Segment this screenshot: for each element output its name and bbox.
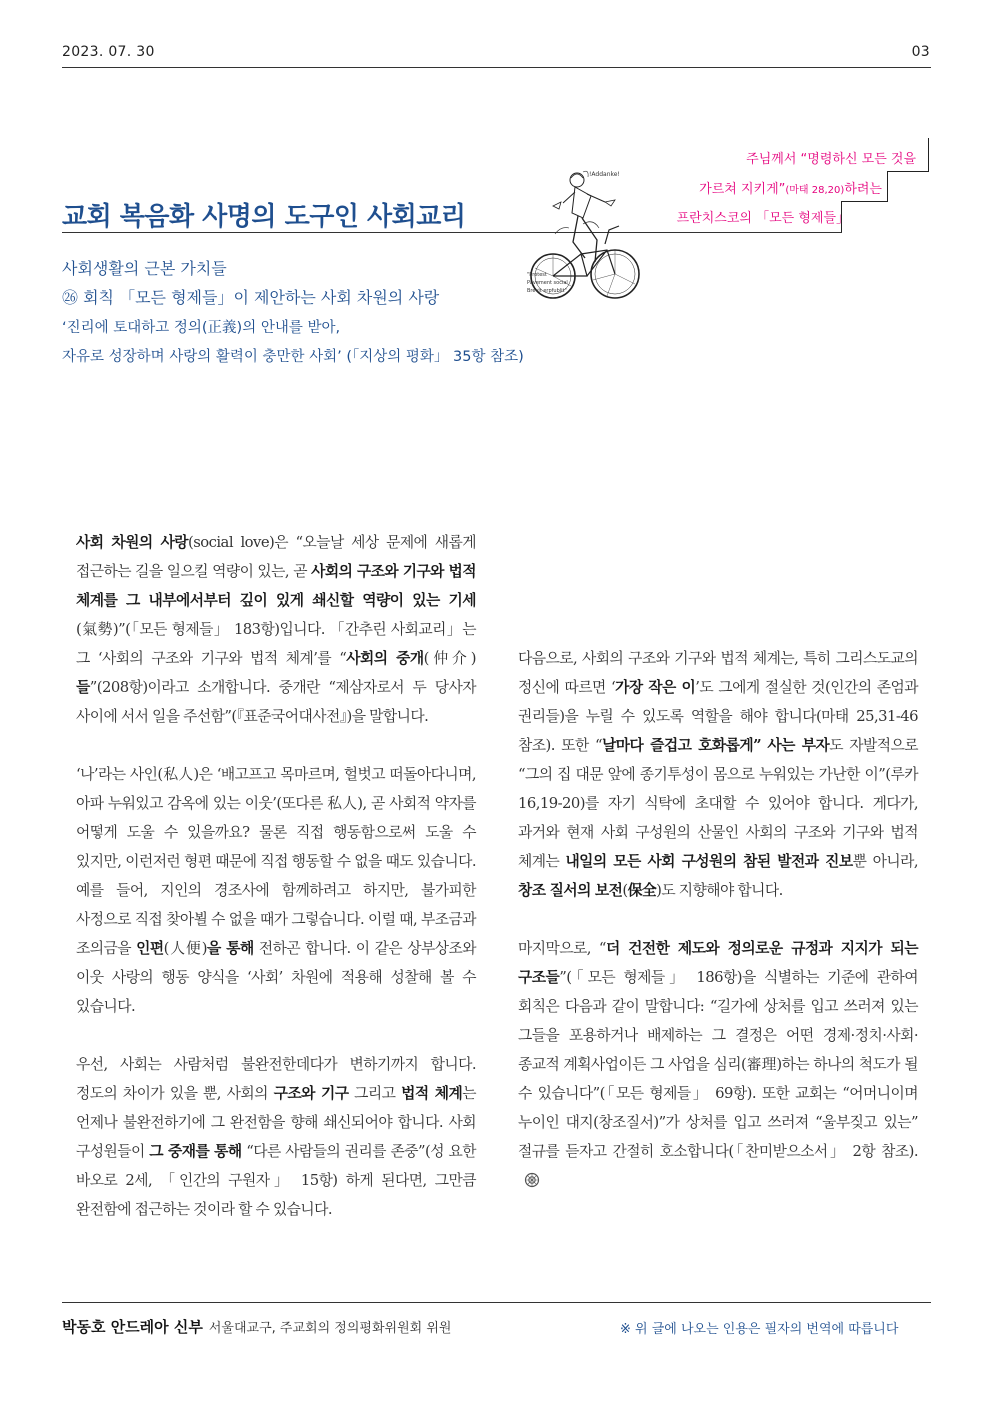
byline — [62, 1316, 451, 1337]
subtitle-3: ‘진리에 토대하고 정의(正義)의 안내를 받아, — [62, 320, 341, 336]
paragraph: 사회 차원의 사랑(social love)은 “오늘날 세상 문제에 새롭게 접근하는 길을 일으킬 역량이 있는, 곧 사회의 구조와 기구와 법적 체계를 그 내부에서부터 깊이 있게 쇄신할 역량이 있는 기세(氣勢)”(「모든 형제들」 183항)입니다. 「간추린 사회교리」는 그 ‘사회의 구조와 기구와 법적 체계’를 “사회의 중개(仲介)들”(208항)이라고 소개합니다. 중개란 “제삼자로서 두 당사자 사이에 서서 일을 주선함”(『표준국어대사전』)을 말합니다. — [76, 534, 476, 725]
stair-step-2 — [887, 171, 929, 202]
emphasis: 사회의 중개 — [346, 650, 424, 667]
pink-quote-line1: 주님께서 “명령하신 모든 것을 — [746, 152, 916, 167]
subtitle-2: ㉖ 회칙 「모든 형제들」이 제안하는 사회 차원의 사랑 — [62, 288, 440, 307]
author-role: 서울대교구, 주교회의 정의평화위원회 위원 — [208, 1321, 452, 1336]
emphasis: 사회 차원의 사랑 — [76, 534, 189, 551]
pink-quote-line2: 가르쳐 지키게”(마태 28,20)하려는 — [699, 182, 882, 197]
subtitle-1: 사회생활의 근본 가치들 — [62, 259, 227, 278]
pink-quote-line3: 프란치스코의 「모든 형제들」 — [676, 211, 849, 226]
emphasis: 창조 질서의 보전 — [518, 882, 623, 899]
paragraph: ‘나’라는 사인(私人)은 ‘배고프고 목마르며, 헐벗고 떠돌아다니며, 아파 누워있고 감옥에 있는 이웃’(또다른 私人), 곧 사회적 약자를 어떻게 도울 수 있을까요? 물론 직접 행동함으로써 도울 수 있지만, 이런저런 형편 때문에 직접 행동할 수 없을 때도 있습니다. 예를 들어, 지인의 경조사에 함께하려고 하지만, 불가피한 사정으로 직접 찾아뵐 수 없을 때가 그렇습니다. 이럴 때, 부조금과 조의금을 인편(人便)을 통해 전하곤 합니다. 이 같은 상부상조와 이웃 사랑의 행동 양식을 ‘사회’ 차원에 적용해 성찰해 볼 수 있습니다. — [76, 766, 476, 1015]
emphasis: 保全 — [627, 882, 657, 899]
stair-step-3 — [841, 201, 888, 233]
header-rule — [62, 67, 931, 68]
emphasis: 사회의 구조와 기구와 법적 체계를 그 내부에서부터 깊이 있게 쇄신할 역량이 있는 기세 — [76, 563, 476, 609]
paragraph: 다음으로, 사회의 구조와 기구와 법적 체계는, 특히 그리스도교의 정신에 따르면 ‘가장 작은 이’도 그에게 절실한 것(인간의 존엄과 권리들)을 누릴 수 있도록 역할을 해야 합니다(마태 25,31-46 참조). 또한 “날마다 즐겁고 호화롭게” 사는 부자도 자발적으로 “그의 집 대문 앞에 종기투성이 몸으로 누워있는 가난한 이”(루카 16,19-20)를 자기 식탁에 초대할 수 있어야 합니다. 게다가, 과거와 현재 사회 구성원의 산물인 사회의 구조와 기구와 법적 체계는 내일의 모든 사회 구성원의 참된 발전과 진보뿐 아니라, 창조 질서의 보전(保全)도 지향해야 합니다. — [518, 650, 919, 899]
emphasis: 인편 — [136, 940, 164, 957]
cyclist-illustration — [525, 158, 645, 310]
emphasis: 더 건전한 제도와 정의로운 규정과 지지가 되는 구조들 — [518, 940, 918, 986]
illustration-caption-2: Pavement social — [527, 280, 568, 286]
stair-step-1 — [928, 138, 929, 171]
page-number: 03 — [911, 44, 930, 60]
end-mark-icon — [524, 1172, 540, 1188]
emphasis: 그 중재를 통해 — [149, 1143, 242, 1160]
emphasis: 을 통해 — [206, 940, 254, 957]
issue-date: 2023. 07. 30 — [62, 44, 155, 60]
emphasis: 가장 작은 이 — [615, 679, 696, 696]
emphasis: 들 — [76, 679, 90, 696]
right-column — [518, 644, 918, 1224]
illustration-caption-1: "Protest — [527, 272, 547, 278]
paragraph: 마지막으로, “더 건전한 제도와 정의로운 규정과 지지가 되는 구조들”(「모든 형제들」 186항)을 식별하는 기준에 관하여 회칙은 다음과 같이 말합니다: “길가에 상처를 입고 쓰러져 있는 그들을 포용하거나 배제하는 그 결정은 어떤 경제·정치·사회·종교적 계획사업이든 그 사업을 심리(審理)하는 하나의 척도가 될 수 있습니다”(「모든 형제들」 69항). 또한 교회는 “어머니이며 누이인 대지(창조질서)”가 상처를 입고 쓰러져 “울부짖고 있는” 절규를 듣자고 간절히 호소합니다(「찬미받으소서」 2항 참조). — [518, 934, 918, 1195]
footer-rule — [62, 1302, 931, 1303]
emphasis: 날마다 즐겁고 호화롭게” — [602, 737, 762, 754]
article-title: 교회 복음화 사명의 도구인 사회교리 — [62, 202, 466, 232]
emphasis: 법적 체계 — [401, 1085, 463, 1102]
emphasis: 사는 부자 — [767, 737, 830, 754]
speech-text: !Addanke! — [589, 171, 620, 178]
paragraph: 우선, 사회는 사람처럼 불완전한데다가 변하기까지 합니다. 정도의 차이가 있을 뿐, 사회의 구조와 기구 그리고 법적 체계는 언제나 불완전하기에 그 완전함을 향해 쇄신되어야 합니다. 사회 구성원들이 그 중재를 통해 “다른 사람들의 권리를 존중”(성 요한 바오로 2세, 「인간의 구원자」 15항) 하게 된다면, 그만큼 완전함에 접근하는 것이라 할 수 있습니다. — [76, 1056, 476, 1218]
translation-note: ※ 위 글에 나오는 인용은 필자의 번역에 따릅니다 — [620, 1322, 899, 1337]
emphasis: 구조와 기구 — [273, 1085, 349, 1102]
left-column — [76, 528, 476, 1253]
emphasis: 내일의 모든 사회 구성원의 참된 발전과 진보 — [565, 853, 853, 870]
author-name: 박동호 안드레아 신부 — [62, 1318, 203, 1336]
subtitle-4: 자유로 성장하며 사랑의 활력이 충만한 사회’ (「지상의 평화」 35항 참조) — [62, 349, 524, 365]
illustration-caption-3: Brevit erpfublit" — [527, 288, 567, 294]
